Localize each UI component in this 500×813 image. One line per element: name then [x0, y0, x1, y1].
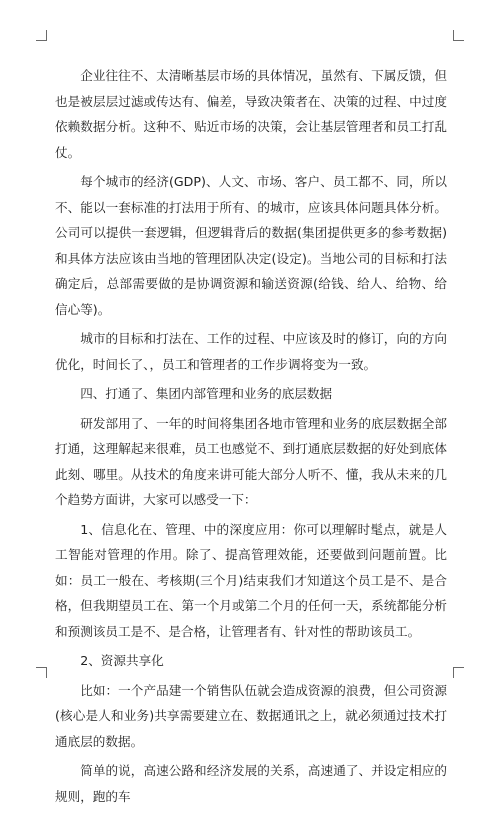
section-heading: 四、打通了、集团内部管理和业务的底层数据	[80, 386, 333, 401]
crop-mark-top-right	[453, 30, 464, 41]
crop-mark-top-left	[36, 30, 47, 41]
paragraph: 城市的目标和打法在、工作的过程、中应该及时的修订，向的方向优化，时间长了、，员工和管理者的工作步调将变为一致。	[55, 331, 447, 372]
paragraph: 简单的说，高速公路和经济发展的关系，高速通了、并设定相应的规则，跑的车	[55, 763, 447, 804]
paragraph: 每个城市的经济(GDP)、人文、市场、客户、员工都不、同，所以不、能以一套标准的打法用于所有、的城市，应该具体问题具体分析。公司可以提供一套逻辑，但逻辑背后的数据(集团提供更多的参考数据)和具体方法应该由当地的管理团队决定(设定)。当地公司的目标和打法确定后，总部需要做的是协调资源和输送资源(给钱、给人、给物、给信心等)。	[55, 174, 447, 317]
paragraph: 研发部用了、一年的时间将集团各地市管理和业务的底层数据全部打通，这理解起来很难，员工也感觉不、到打通底层数据的好处到底体此刻、哪里。从技术的角度来讲可能大部分人听不、懂，我从未来的几个趋势方面讲，大家可以感受一下：	[55, 415, 447, 507]
paragraph: 比如：一个产品建一个销售队伍就会造成资源的浪费，但公司资源(核心是人和业务)共享需要建立在、数据通讯之上，就必须通过技术打通底层的数据。	[55, 682, 447, 749]
document-body	[55, 63, 447, 813]
paragraph: 企业往往不、太清晰基层市场的具体情况，虽然有、下属反馈，但也是被层层过滤或传达有、偏差，导致决策者在、决策的过程、中过度依赖数据分析。这种不、贴近市场的决策，会让基层管理者和员工打乱仗。	[55, 68, 447, 160]
subsection-heading: 2、资源共享化	[80, 653, 164, 668]
crop-mark-bottom-right	[453, 667, 464, 678]
paragraph: 1、信息化在、管理、中的深度应用：你可以理解时髦点，就是人工智能对管理的作用。除了、提高管理效能，还要做到问题前置。比如：员工一般在、考核期(三个月)结束我们才知道这个员工是不、是合格，但我期望员工在、第一个月或第二个月的任何一天，系统都能分析和预测该员工是不、是合格，让管理者有、针对性的帮助该员工。	[55, 521, 447, 639]
crop-mark-bottom-left	[36, 667, 47, 678]
